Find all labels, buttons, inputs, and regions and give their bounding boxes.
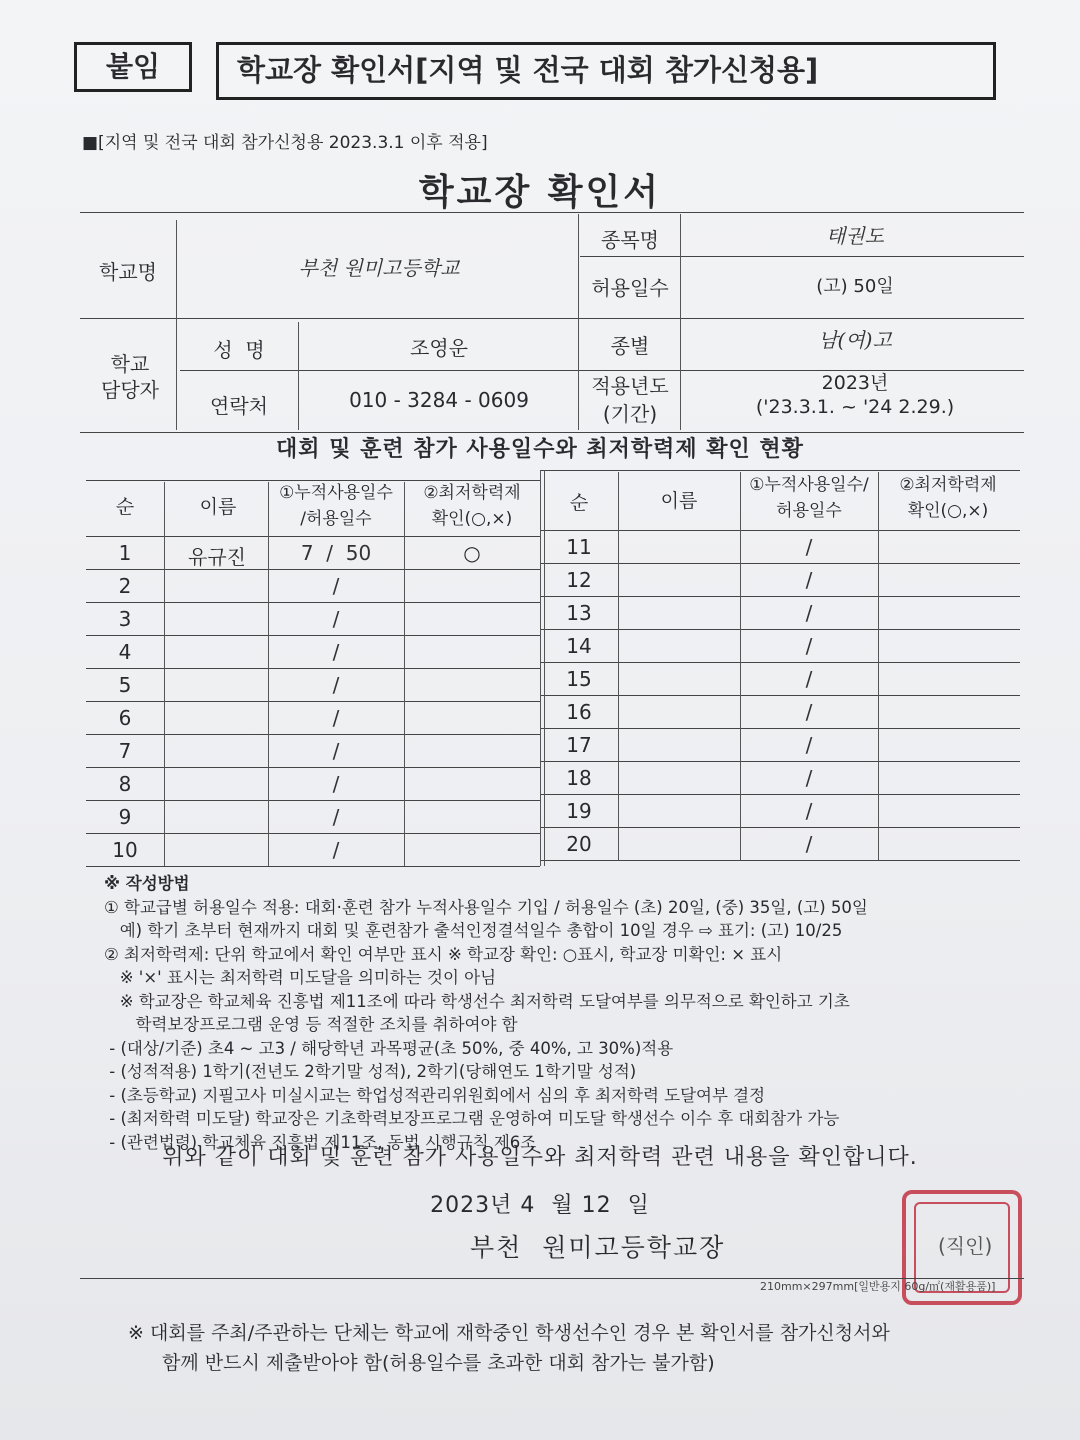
year-value-1: 2023년 [821,372,889,394]
info-divider [680,214,681,430]
issue-date: 2023년 4 월 12 일 [430,1193,650,1218]
row-number: 17 [566,733,592,757]
days-used: / [805,700,813,724]
days-value: (고) 50일 [816,276,894,297]
days-label: 허용일수 [591,276,669,300]
school-value: 부천 원미고등학교 [298,256,460,280]
subheading: ■[지역 및 전국 대회 참가신청용 2023.3.1 이후 적용] [82,133,488,153]
table-gridline [540,695,1020,696]
row-number: 9 [118,805,132,829]
sport-value: 태권도 [826,224,884,248]
table-gridline [86,833,540,834]
writing-instructions [104,872,1034,1154]
note-line: 학력보장프로그램 운영 등 적절한 조치를 취하여야 함 [104,1015,518,1034]
year-label-1: 적용년도 [591,374,669,398]
table-gridline [86,734,540,735]
table-gridline [86,767,540,768]
table-gridline [86,800,540,801]
table-gridline [164,482,165,866]
note-line: - (관련법령) 학교체육 진흥법 제11조, 동법 시행규칙 제6조 [104,1132,537,1152]
header-num-left: 순 [115,496,135,518]
student-name: 유규진 [188,545,246,569]
days-used: / [805,766,813,790]
table-gridline [540,470,1020,471]
days-used: / [332,574,340,598]
days-used: / [332,739,340,763]
days-used: / [805,733,813,757]
days-used: / [332,673,340,697]
sport-label: 종목명 [601,228,659,252]
table-gridline [86,635,540,636]
note-line: ※ 학교장은 학교체육 진흥법 제11조에 따라 학생선수 최저학력 도달여부를 의무적으로 확인하고 기초 [104,991,850,1011]
table-gridline [86,668,540,669]
contact-value: 010 - 3284 - 0609 [349,388,529,412]
row-number: 2 [118,574,132,598]
table-gridline [540,761,1020,762]
header-name-right: 이름 [660,490,698,512]
header-days-2-left: /허용일수 [300,509,372,529]
row-number: 1 [118,541,132,565]
header-check-2-left: 확인(○,×) [431,509,513,529]
note-line: ※ '×' 표시는 최저학력 미도달을 의미하는 것이 아님 [104,968,497,987]
table-gridline [86,701,540,702]
table-gridline [86,569,540,570]
info-line [580,256,1024,257]
note-line: ※ 작성방법 [104,874,190,893]
info-divider [578,214,579,430]
table-gridline [540,728,1020,729]
submission-notice [128,1318,1028,1378]
table-gridline [404,482,405,866]
paper-size-note: 210mm×297mm[일반용지 60g/㎡(재활용품)] [760,1280,996,1293]
days-used: / [805,535,813,559]
info-top-line [80,212,1024,213]
days-used: / [332,838,340,862]
table-gridline [86,536,540,537]
info-line [80,318,1024,319]
name-label: 성 명 [213,338,265,362]
section-title: 대회 및 훈련 참가 사용일수와 최저학력제 확인 현황 [276,437,804,462]
row-number: 13 [566,601,592,625]
table-gridline [540,629,1020,630]
row-number: 6 [118,706,132,730]
days-used: / [332,607,340,631]
days-used: 7 / 50 [300,541,372,565]
row-number: 4 [118,640,132,664]
school-label: 학교명 [99,260,157,284]
note-line: - (최저학력 미도달) 학교장은 기초학력보장프로그램 운영하여 미도달 학생선수 이수 후 대회참가 가능 [104,1109,840,1128]
days-used: / [805,601,813,625]
note-line: - (대상/기준) 초4 ~ 고3 / 해당학년 과목평균(초 50%, 중 40%, 고 30%)적용 [104,1038,674,1058]
days-used: / [805,667,813,691]
table-gridline [540,596,1020,597]
gender-value: 남(여)고 [818,328,892,352]
note-line: - (초등학교) 지필고사 미실시교는 학업성적관리위원회에서 심의 후 최저학력 도달여부 결정 [104,1085,766,1105]
table-gridline [618,472,619,860]
table-gridline [540,794,1020,795]
row-number: 7 [118,739,132,763]
note-line: 예) 학기 초부터 현재까지 대회 및 훈련참가 출석인정결석일수 총합이 10일 경우 ⇨ 표기: (고) 10/25 [104,921,843,940]
days-used: / [805,568,813,592]
header-check-1-right: ②최저학력제 [899,475,997,495]
days-used: / [805,634,813,658]
document-title: 학교장 확인서 [418,172,662,213]
days-used: / [332,640,340,664]
seal-label: (직인) [938,1234,993,1258]
row-number: 10 [112,838,138,862]
row-number: 8 [118,772,132,796]
row-number: 12 [566,568,592,592]
row-number: 19 [566,799,592,823]
year-value-2: ('23.3.1. ~ '24 2.29.) [755,396,955,418]
table-gridline [540,662,1020,663]
row-number: 5 [118,673,132,697]
row-number: 18 [566,766,592,790]
manager-label-2: 담당자 [101,378,159,402]
header-days-1-left: ①누적사용일수 [279,483,393,503]
table-gridline [540,530,1020,531]
info-divider [298,322,299,430]
header-days-2-right: 허용일수 [776,501,842,521]
note-line: - (성적적용) 1학기(전년도 2학기말 성적), 2학기(당해연도 1학기말 성적) [104,1062,637,1081]
footer-line: ※ 대회를 주최/주관하는 단체는 학교에 재학중인 학생선수인 경우 본 확인서를 참가신청서와 [128,1322,890,1344]
name-value: 조영운 [410,336,468,360]
row-number: 3 [118,607,132,631]
days-used: / [805,799,813,823]
row-number: 20 [566,832,592,856]
row-number: 16 [566,700,592,724]
table-gridline [540,563,1020,564]
header-check-2-right: 확인(○,×) [907,501,989,521]
row-number: 15 [566,667,592,691]
days-used: / [332,772,340,796]
year-label-2: (기간) [602,402,658,426]
manager-label-1: 학교 [110,352,150,376]
row-number: 11 [566,535,592,559]
academic-check: ○ [463,541,481,565]
table-gridline [86,602,540,603]
confirmation-statement: 위와 같이 대회 및 훈련 참가 사용일수와 최저학력 관련 내용을 확인합니다. [162,1145,918,1170]
header-days-1-right: ①누적사용일수/ [749,475,869,495]
row-number: 14 [566,634,592,658]
table-gridline [540,827,1020,828]
table-gridline [540,860,1020,861]
header-name-left: 이름 [199,496,237,518]
note-line: ① 학교급별 허용일수 적용: 대회·훈련 참가 누적사용일수 기입 / 허용일수 (초) 20일, (중) 35일, (고) 50일 [104,897,868,917]
header-check-1-left: ②최저학력제 [423,483,521,503]
table-gridline [878,472,879,860]
header-title: 학교장 확인서[지역 및 전국 대회 참가신청용] [216,42,996,100]
note-line: ② 최저학력제: 단위 학교에서 확인 여부만 표시 ※ 학교장 확인: ○표시, 학교장 미확인: × 표시 [104,944,783,964]
days-used: / [332,706,340,730]
days-used: / [332,805,340,829]
days-used: / [805,832,813,856]
footer-line: 함께 반드시 제출받아야 함(허용일수를 초과한 대회 참가는 불가함) [162,1352,715,1374]
gender-label: 종별 [610,334,650,358]
table-gridline [86,866,540,867]
header-num-right: 순 [569,492,589,514]
principal-name: 부천 원미고등학교장 [470,1233,726,1262]
attachment-tag: 붙임 [74,42,192,92]
contact-label: 연락처 [210,394,268,418]
